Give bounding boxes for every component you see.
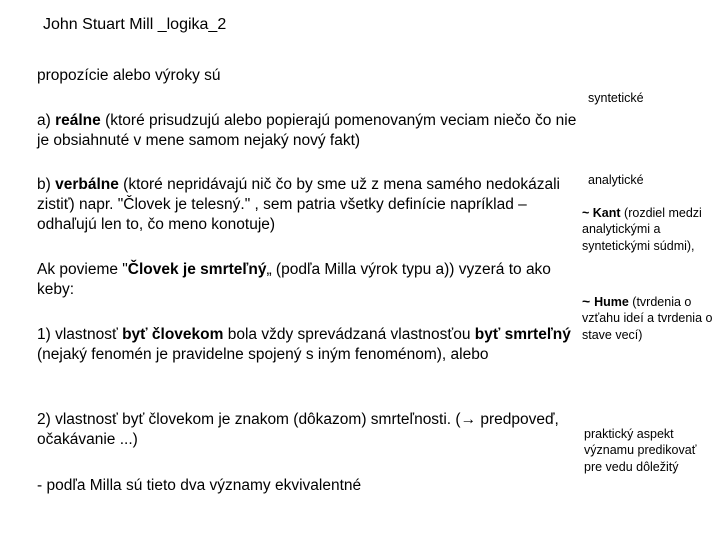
kant-name: Kant xyxy=(592,206,621,220)
option-1: 1) vlastnosť byť človekom bola vždy sprevádzaná vlastnosťou byť smrteľný (nejaký fenomén je pravidelne spojený s iným fenoménom), alebo xyxy=(37,326,571,363)
side-analytic: analytické xyxy=(588,173,644,187)
intro-text: propozície alebo výroky sú xyxy=(37,67,221,84)
item-a: a) reálne (ktoré prisudzujú alebo popierajú pomenovaným veciam niečo čo nie je obsiahnuté v mene samom nejaký nový fakt) xyxy=(37,112,577,149)
example-bold: Človek je smrteľný xyxy=(127,261,267,278)
page-title: John Stuart Mill _logika_2 xyxy=(43,16,227,33)
side-hume-note: ~ Hume (tvrdenia o vzťahu ideí a tvrdenia o stave vecí) xyxy=(582,293,713,342)
conclusion: - podľa Milla sú tieto dva významy ekvivalentné xyxy=(37,477,362,494)
hume-name: Hume xyxy=(594,295,629,309)
side-synthetic: syntetické xyxy=(588,91,644,105)
side-kant-note: ~ Kant (rozdiel medzi analytickými a syntetickými súdmi), xyxy=(582,206,702,253)
example-sentence: Ak povieme "Človek je smrteľný„ (podľa Milla výrok typu a)) vyzerá to ako keby: xyxy=(37,261,551,298)
item-b: b) verbálne (ktoré nepridávajú nič čo by sme už z mena samého nedokázali zistiť) napr. "Človek je telesný." , sem patria všetky definície napríklad – odhaľujú len to, čo meno konotuje) xyxy=(37,176,560,233)
side-practical-note: praktický aspekt významu predikovať pre vedu dôležitý xyxy=(584,427,697,474)
option-2: 2) vlastnosť byť človekom je znakom (dôkazom) smrteľnosti. (→ predpoveď, očakávanie ...) xyxy=(37,411,559,448)
item-a-keyword: reálne xyxy=(55,112,101,129)
item-b-keyword: verbálne xyxy=(55,176,119,193)
